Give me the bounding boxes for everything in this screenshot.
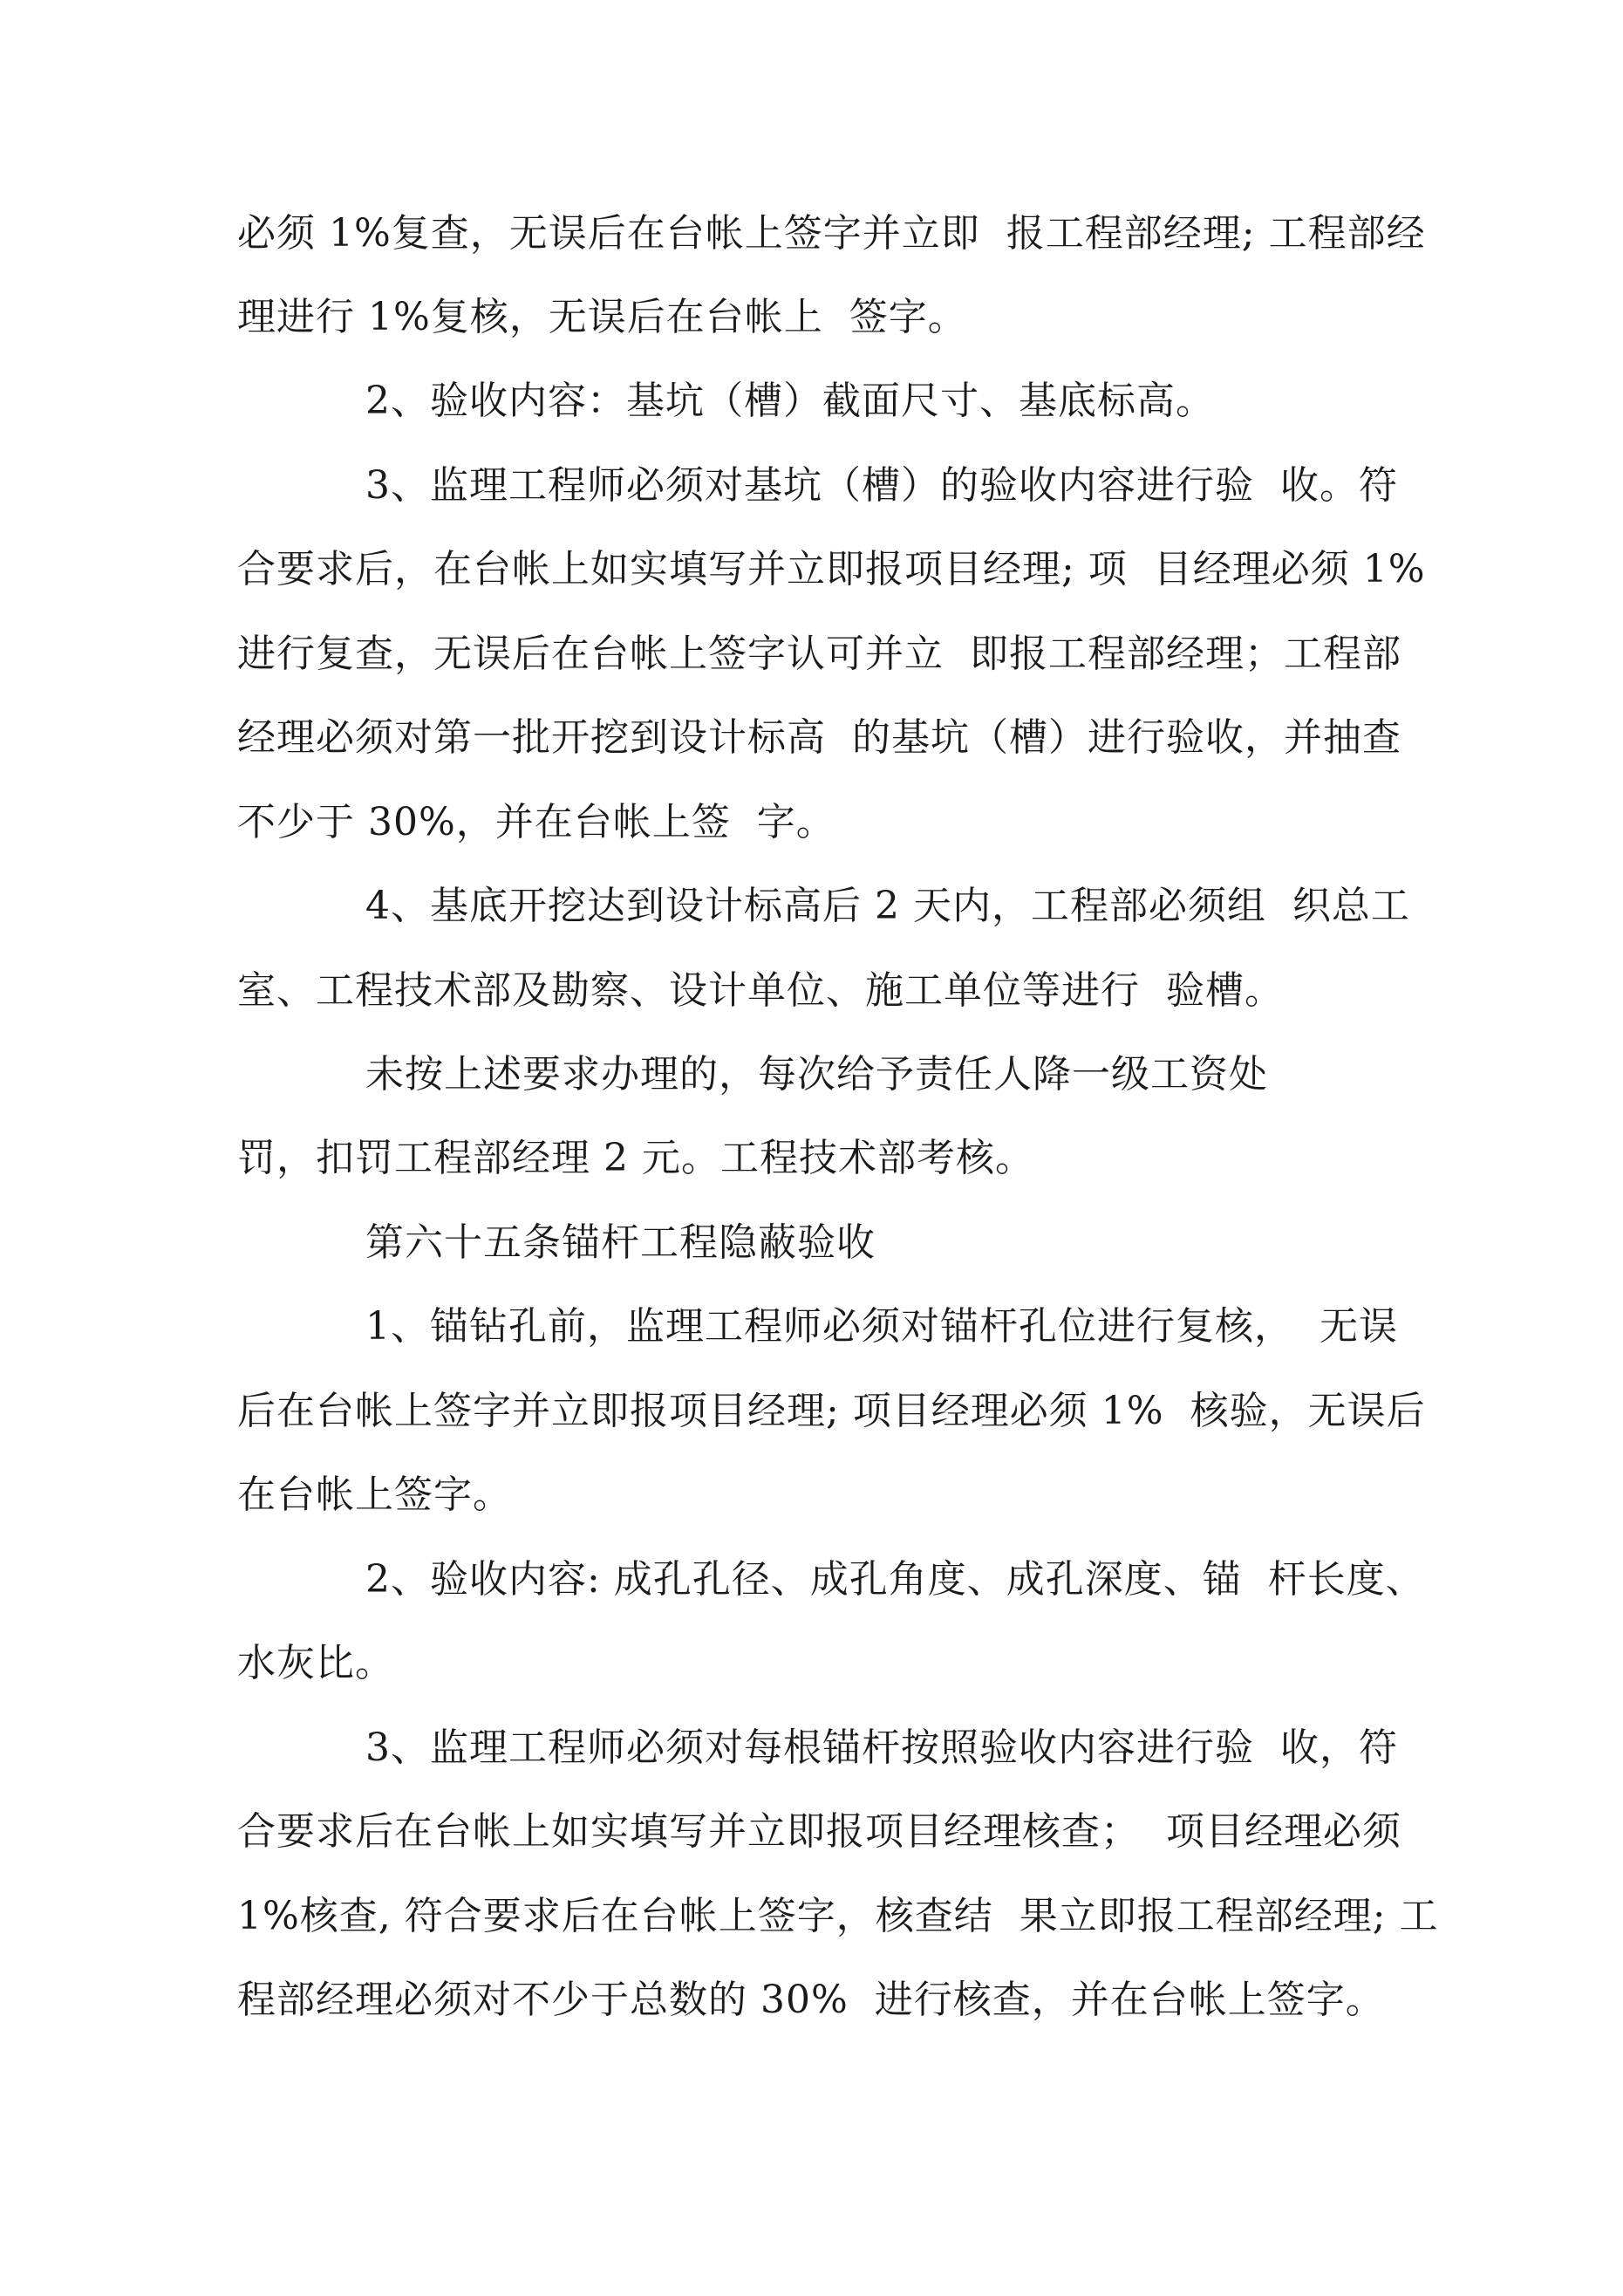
paragraph-line: 3、监理工程师必须对每根锚杆按照验收内容进行验 收，符 [365, 1725, 1398, 1770]
paragraph-line: 罚，扣罚工程部经理 2 元。工程技术部考核。 [237, 1136, 1034, 1180]
paragraph-line: 2、验收内容：基坑（槽）截面尺寸、基底标高。 [365, 379, 1215, 423]
paragraph-line: 合要求后在台帐上如实填写并立即报项目经理核查； 项目经理必须 [237, 1809, 1401, 1854]
paragraph-line: 不少于 30%，并在台帐上签 字。 [237, 800, 835, 844]
paragraph-line: 4、基底开挖达到设计标高后 2 天内，工程部必须组 织总工 [365, 884, 1410, 928]
paragraph-line: 必须 1%复查，无误后在台帐上签字并立即 报工程部经理; 工程部经 [237, 211, 1426, 256]
paragraph-line: 合要求后，在台帐上如实填写并立即报项目经理; 项 目经理必须 1% [237, 547, 1426, 591]
paragraph-line: 2、验收内容: 成孔孔径、成孔角度、成孔深度、锚 杆长度、 [365, 1557, 1425, 1602]
paragraph-line: 经理必须对第一批开挖到设计标高 的基坑（槽）进行验收，并抽查 [237, 715, 1401, 760]
paragraph-line: 在台帐上签字。 [237, 1473, 512, 1517]
paragraph-line: 程部经理必须对不少于总数的 30% 进行核查，并在台帐上签字。 [237, 1978, 1385, 2022]
paragraph-line: 1%核查, 符合要求后在台帐上签字，核查结 果立即报工程部经理; 工 [237, 1894, 1439, 1938]
paragraph-line: 水灰比。 [237, 1641, 394, 1685]
paragraph-line: 3、监理工程师必须对基坑（槽）的验收内容进行验 收。符 [365, 463, 1398, 508]
paragraph-line: 未按上述要求办理的，每次给予责任人降一级工资处 [365, 1052, 1268, 1097]
paragraph-line: 进行复查，无误后在台帐上签字认可并立 即报工程部经理；工程部 [237, 632, 1401, 676]
paragraph-line: 后在台帐上签字并立即报项目经理; 项目经理必须 1% 核验，无误后 [237, 1389, 1426, 1433]
paragraph-line: 1、锚钻孔前，监理工程师必须对锚杆孔位进行复核， 无误 [365, 1304, 1398, 1349]
paragraph-line: 理进行 1%复核，无误后在台帐上 签字。 [237, 295, 967, 339]
section-heading: 第六十五条锚杆工程隐蔽验收 [365, 1220, 876, 1265]
paragraph-line: 室、工程技术部及勘察、设计单位、施工单位等进行 验槽。 [237, 968, 1284, 1013]
